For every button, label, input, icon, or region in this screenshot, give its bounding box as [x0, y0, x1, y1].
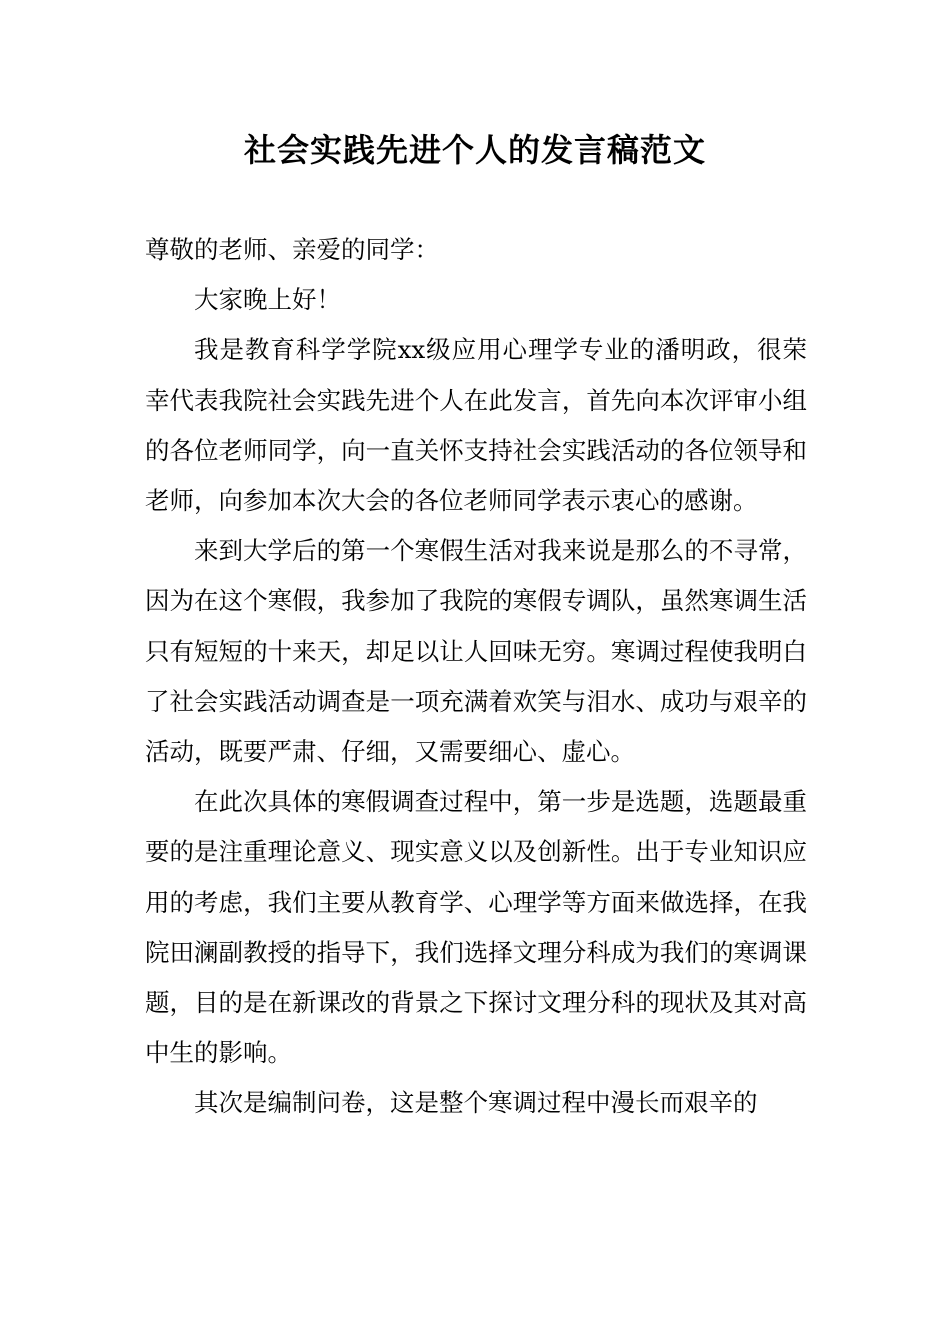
document-body — [145, 225, 807, 1129]
page-title: 社会实践先进个人的发言稿范文 — [243, 131, 706, 169]
salutation: 尊敬的老师、亲爱的同学： — [145, 235, 439, 264]
paragraph-topic-selection: 在此次具体的寒假调查过程中，第一步是选题，选题最重要的是注重理论意义、现实意义以及创新性。出于专业知识应用的考虑，我们主要从教育学、心理学等方面来做选择，在我院田澜副教授的指导下，我们选择文理分科成为我们的寒调课题，目的是在新课改的背景之下探讨文理分科的现状及其对高中生的影响。 — [145, 787, 807, 1068]
paragraph-questionnaire: 其次是编制问卷，这是整个寒调过程中漫长而艰辛的 — [194, 1088, 758, 1118]
paragraph-introduction: 我是教育科学学院xx级应用心理学专业的潘明政，很荣幸代表我院社会实践先进个人在此发言，首先向本次评审小组的各位老师同学，向一直关怀支持社会实践活动的各位领导和老师，向参加本次大会的各位老师同学表示衷心的感谢。 — [145, 335, 807, 516]
paragraph-winter-survey: 来到大学后的第一个寒假生活对我来说是那么的不寻常，因为在这个寒假，我参加了我院的寒假专调队，虽然寒调生活只有短短的十来天，却足以让人回味无穷。寒调过程使我明白了社会实践活动调查是一项充满着欢笑与泪水、成功与艰辛的活动，既要严肃、仔细，又需要细心、虚心。 — [145, 536, 807, 767]
paragraph-greeting: 大家晚上好！ — [194, 285, 341, 315]
